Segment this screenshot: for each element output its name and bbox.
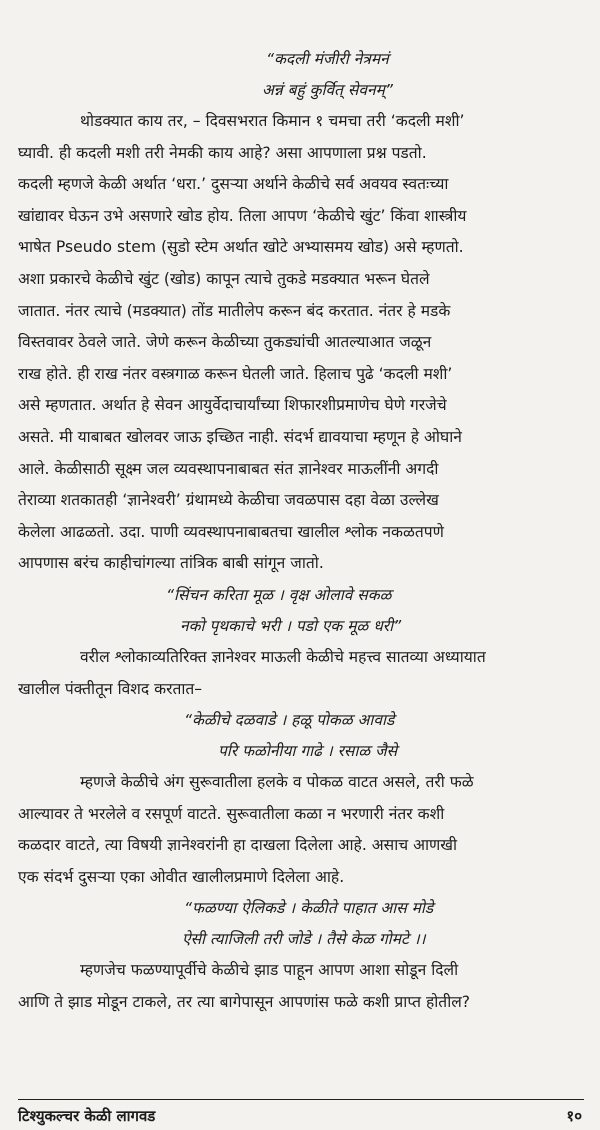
- paragraph-dnyaneshwar: [18, 642, 584, 705]
- verse-phalnya: [18, 893, 584, 955]
- verse-line: ऐसी त्याजिली तरी जोडे । तैसे केळ गोमटे ।।: [182, 930, 426, 949]
- text-line: राख होते. ही राख नंतर वस्त्रगाळ करून घेतली जाते. हिलाच पुढे ‘कदली मशी’: [18, 364, 453, 383]
- verse-line: परि फळोनीया गाढे । रसाळ जैसे: [218, 742, 398, 761]
- paragraph-conclusion: [18, 955, 584, 1018]
- text-line: वरील श्लोकाव्यतिरिक्त ज्ञानेश्वर माऊली केळीचे महत्त्व सातव्या अध्यायात: [80, 647, 486, 666]
- verse-line: “केळीचे दळवाडे । हळू पोकळ आवाडे: [184, 711, 395, 730]
- verse-line: नको पृथकाचे भरी । पडो एक मूळ धरी”: [180, 616, 402, 635]
- text-line: खालील पंक्तीतून विशद करतात–: [18, 679, 203, 698]
- verse-line: “कदली मंजीरी नेत्रमनं: [266, 50, 389, 68]
- text-line: एक संदर्भ दुसऱ्या एका ओवीत खालीलप्रमाणे दिलेला आहे.: [18, 867, 345, 886]
- text-line: थोडक्यात काय तर, – दिवसभरात किमान १ चमचा तरी ‘कदली मशी’: [80, 112, 465, 130]
- text-line: आल्यावर ते भरलेले व रसपूर्ण वाटते. सुरूवातीला कळा न भरणारी नंतर कशी: [18, 804, 445, 823]
- text-line: कदली म्हणजे केळी अर्थात ‘धरा.’ दुसऱ्या अर्थाने केळीचे सर्व अवयव स्वतःच्या: [18, 175, 449, 194]
- page-footer: [18, 1106, 582, 1126]
- text-line: आले. केळीसाठी सूक्ष्म जल व्यवस्थापनाबाबत संत ज्ञानेश्वर माऊलींनी अगदी: [18, 459, 439, 478]
- text-line: अशा प्रकारचे केळीचे खुंट (खोड) कापून त्याचे तुकडे मडक्यात भरून घेतले: [18, 269, 430, 288]
- verse-kadali: [18, 44, 584, 106]
- text-line: जातात. नंतर त्याचे (मडक्यात) तोंड मातीलेप करून बंद करतात. नंतर हे मडके: [18, 301, 451, 320]
- text-line: असे म्हणतात. अर्थात हे सेवन आयुर्वेदाचार्यांच्या शिफारशीप्रमाणेच घेणे गरजेचे: [18, 396, 447, 415]
- text-line: भाषेत Pseudo stem (सुडो स्टेम अर्थात खोटे अभ्यासमय खोड) असे म्हणतो.: [18, 238, 464, 257]
- verse-line: अन्नं बहुं कुर्वित् सेवनम्”: [262, 81, 393, 99]
- book-title: टिश्युकल्चर केळी लागवड: [18, 1107, 156, 1125]
- page-number: १०: [566, 1107, 582, 1125]
- verse-sinchan: [18, 580, 584, 642]
- text-line: केलेला आढळतो. उदा. पाणी व्यवस्थापनाबाबतचा खालील श्लोक नकळतपणे: [18, 522, 444, 541]
- text-line: म्हणजेच फळण्यापूर्वीचे केळीचे झाड पाहून आपण आशा सोडून दिली: [80, 961, 459, 980]
- footer-divider: [18, 1099, 584, 1100]
- text-line: कळदार वाटते, त्या विषयी ज्ञानेश्वरांनी हा दाखला दिलेला आहे. असाच आणखी: [18, 836, 458, 855]
- text-line: विस्तवावर ठेवले जाते. जेणे करून केळीच्या तुकड्यांची आतल्याआत जळून: [18, 333, 432, 352]
- verse-kelich-dalwade: [18, 705, 584, 767]
- paragraph-kadali-mashi: [18, 106, 584, 580]
- verse-line: “सिंचन करिता मूळ । वृक्ष ओलावे सकळ: [166, 585, 392, 604]
- paragraph-explanation: [18, 767, 584, 893]
- text-line: खांद्यावर घेऊन उभे असणारे खोड होय. तिला आपण ‘केळीचे खुंट’ किंवा शास्त्रीय: [18, 206, 467, 225]
- text-line: घ्यावी. ही कदली मशी तरी नेमकी काय आहे? असा आपणाला प्रश्न पडतो.: [18, 143, 427, 162]
- text-line: म्हणजे केळीचे अंग सुरूवातीला हलके व पोकळ वाटत असले, तरी फळे: [80, 773, 474, 792]
- text-line: आपणास बरंच काहीचांगल्या तांत्रिक बाबी सांगून जातो.: [18, 554, 324, 573]
- verse-line: “फळण्या ऐलिकडे । केळीते पाहात आस मोडे: [184, 899, 434, 918]
- text-line: आणि ते झाड मोडून टाकले, तर त्या बागेपासून आपणांस फळे कशी प्राप्त होतील?: [18, 993, 471, 1012]
- text-line: असते. मी याबाबत खोलवर जाऊ इच्छित नाही. संदर्भ द्यावयाचा म्हणून हे ओघाने: [18, 427, 462, 446]
- text-line: तेराव्या शतकातही ‘ज्ञानेश्वरी’ ग्रंथामध्ये केळीचा जवळपास दहा वेळा उल्लेख: [18, 491, 439, 510]
